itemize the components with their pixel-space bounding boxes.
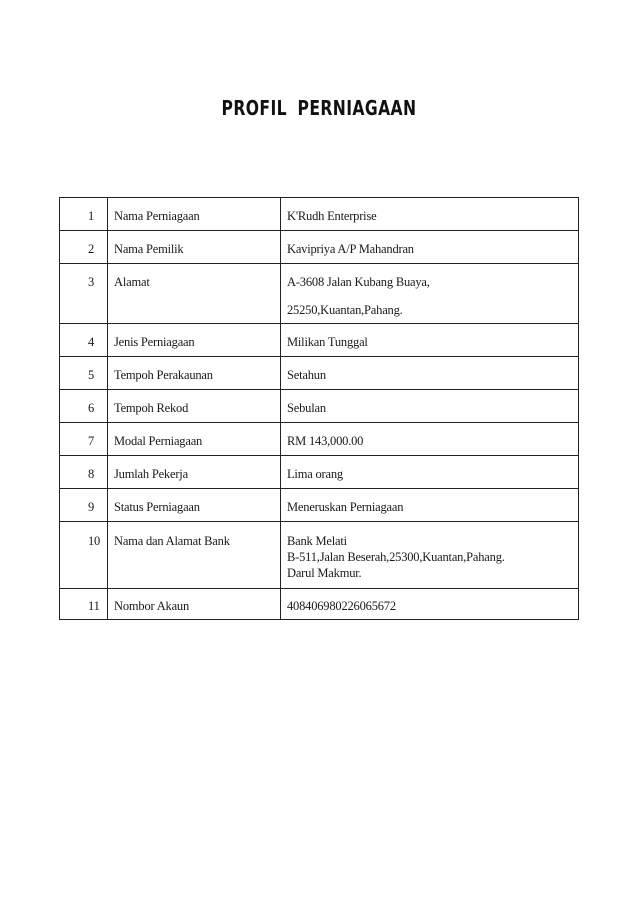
row-value: Milikan Tunggal xyxy=(281,324,579,357)
row-number: 10 xyxy=(60,522,108,589)
row-value: Meneruskan Perniagaan xyxy=(281,489,579,522)
table-row xyxy=(60,423,579,456)
row-label: Nama Perniagaan xyxy=(108,198,281,231)
row-number: 7 xyxy=(60,423,108,456)
table-row xyxy=(60,522,579,589)
row-value: RM 143,000.00 xyxy=(281,423,579,456)
table-row xyxy=(60,357,579,390)
row-value: Setahun xyxy=(281,357,579,390)
bank-address-line-2: Darul Makmur. xyxy=(287,566,362,580)
row-label: Nama dan Alamat Bank xyxy=(108,522,281,589)
row-number: 6 xyxy=(60,390,108,423)
row-value: Lima orang xyxy=(281,456,579,489)
address-line-2: 25250,Kuantan,Pahang. xyxy=(287,303,403,317)
row-label: Jenis Perniagaan xyxy=(108,324,281,357)
table-row xyxy=(60,231,579,264)
table-row xyxy=(60,390,579,423)
table-row xyxy=(60,324,579,357)
row-label: Jumlah Pekerja xyxy=(108,456,281,489)
row-number: 8 xyxy=(60,456,108,489)
row-number: 1 xyxy=(60,198,108,231)
row-value: Kavipriya A/P Mahandran xyxy=(281,231,579,264)
table-row xyxy=(60,264,579,324)
row-value: 408406980226065672 xyxy=(281,589,579,620)
table-row xyxy=(60,489,579,522)
row-number: 4 xyxy=(60,324,108,357)
row-value xyxy=(281,522,579,589)
row-label: Tempoh Rekod xyxy=(108,390,281,423)
page-title: PROFIL PERNIAGAAN xyxy=(221,96,417,120)
row-label: Nombor Akaun xyxy=(108,589,281,620)
row-number: 2 xyxy=(60,231,108,264)
table-row xyxy=(60,589,579,620)
business-profile-table xyxy=(59,197,579,620)
row-label: Alamat xyxy=(108,264,281,324)
row-number: 3 xyxy=(60,264,108,324)
row-value: K'Rudh Enterprise xyxy=(281,198,579,231)
bank-address-line-1: B-511,Jalan Beserah,25300,Kuantan,Pahang. xyxy=(287,550,505,564)
row-label: Nama Pemilik xyxy=(108,231,281,264)
row-label: Status Perniagaan xyxy=(108,489,281,522)
row-value xyxy=(281,264,579,324)
row-label: Tempoh Perakaunan xyxy=(108,357,281,390)
bank-name: Bank Melati xyxy=(287,534,347,548)
row-number: 9 xyxy=(60,489,108,522)
row-number: 11 xyxy=(60,589,108,620)
row-number: 5 xyxy=(60,357,108,390)
table-row xyxy=(60,198,579,231)
address-line-1: A-3608 Jalan Kubang Buaya, xyxy=(287,275,430,289)
row-value: Sebulan xyxy=(281,390,579,423)
table-row xyxy=(60,456,579,489)
row-label: Modal Perniagaan xyxy=(108,423,281,456)
